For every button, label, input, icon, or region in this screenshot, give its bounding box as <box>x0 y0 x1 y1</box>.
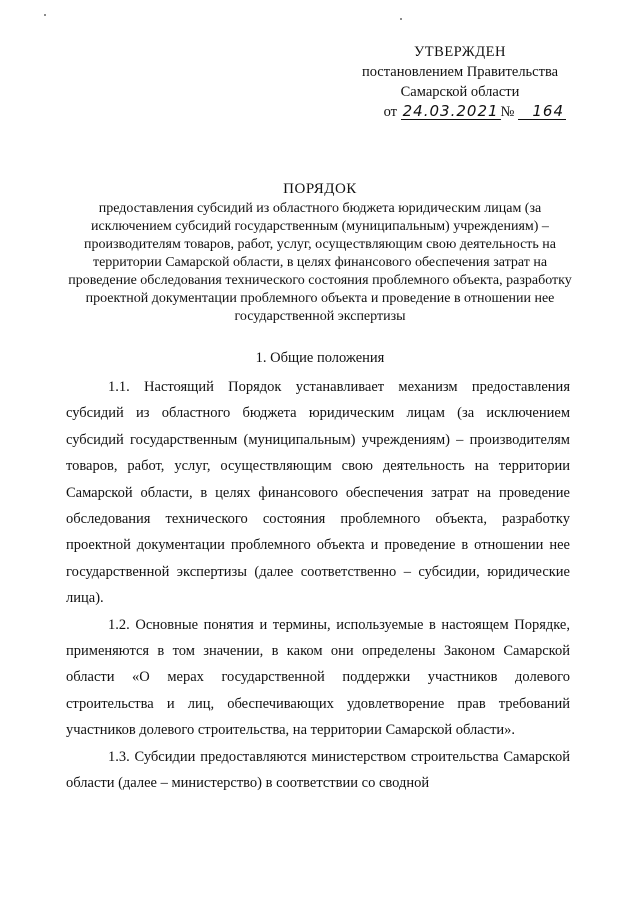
paragraph-1-3: 1.3. Субсидии предоставляются министерством строительства Самарской области (далее – министерство) в соответствии со сводной <box>66 748 570 792</box>
handwritten-date: 24.03.2021 <box>402 102 499 120</box>
approval-resolution: постановлением Правительства <box>361 64 559 80</box>
section-heading: 1. Общие положения <box>255 350 385 366</box>
handwritten-number: 164 <box>518 103 566 120</box>
paragraph-1-1: 1.1. Настоящий Порядок устанавливает механизм предоставления субсидий из областного бюджета юридическим лицам (за исключением субсидий государственным (муниципальным) учреждениям) – производителям товаров, работ, услуг, осуществляющим свою деятельность на территории Самарской области, в целях финансового обеспечения затрат на проведение обследования технического состояния проблемного объекта, разработку проектной документации проблемного объекта и проведение в отношении нее государственной экспертизы (далее соответственно – субсидии, юридические лица). <box>66 379 570 607</box>
number-sign: № <box>500 104 515 120</box>
approval-heading: УТВЕРЖДЕН <box>414 44 506 60</box>
date-prefix: от <box>383 104 398 120</box>
scan-speck <box>400 18 402 20</box>
paragraph-1-2: 1.2. Основные понятия и термины, используемые в настоящем Порядке, применяются в том значении, в каком они определены Законом Самарской области «О мерах государственной поддержки участников долевого строительства и лиц, обеспечивающих удовлетворение прав требований участников долевого строительства, на территории Самарской области». <box>66 616 570 739</box>
approval-region: Самарской области <box>400 84 520 100</box>
document-title: ПОРЯДОК <box>283 181 357 197</box>
document-subtitle: предоставления субсидий из областного бюджета юридическим лицам (за исключением субсидий государственным (муниципальным) учреждениям) – производителям товаров, работ, услуг, осуществляющим свою деятельность на территории Самарской области, в целях финансового обеспечения затрат на проведение обследования технического состояния проблемного объекта, разработку проектной документации проблемного объекта и проведение в отношении нее государственной экспертизы <box>68 201 572 324</box>
scan-speck <box>44 14 46 16</box>
document-body <box>66 374 570 797</box>
approval-date-line <box>340 102 580 122</box>
approval-stamp <box>340 42 580 122</box>
document-title-block <box>60 180 580 326</box>
